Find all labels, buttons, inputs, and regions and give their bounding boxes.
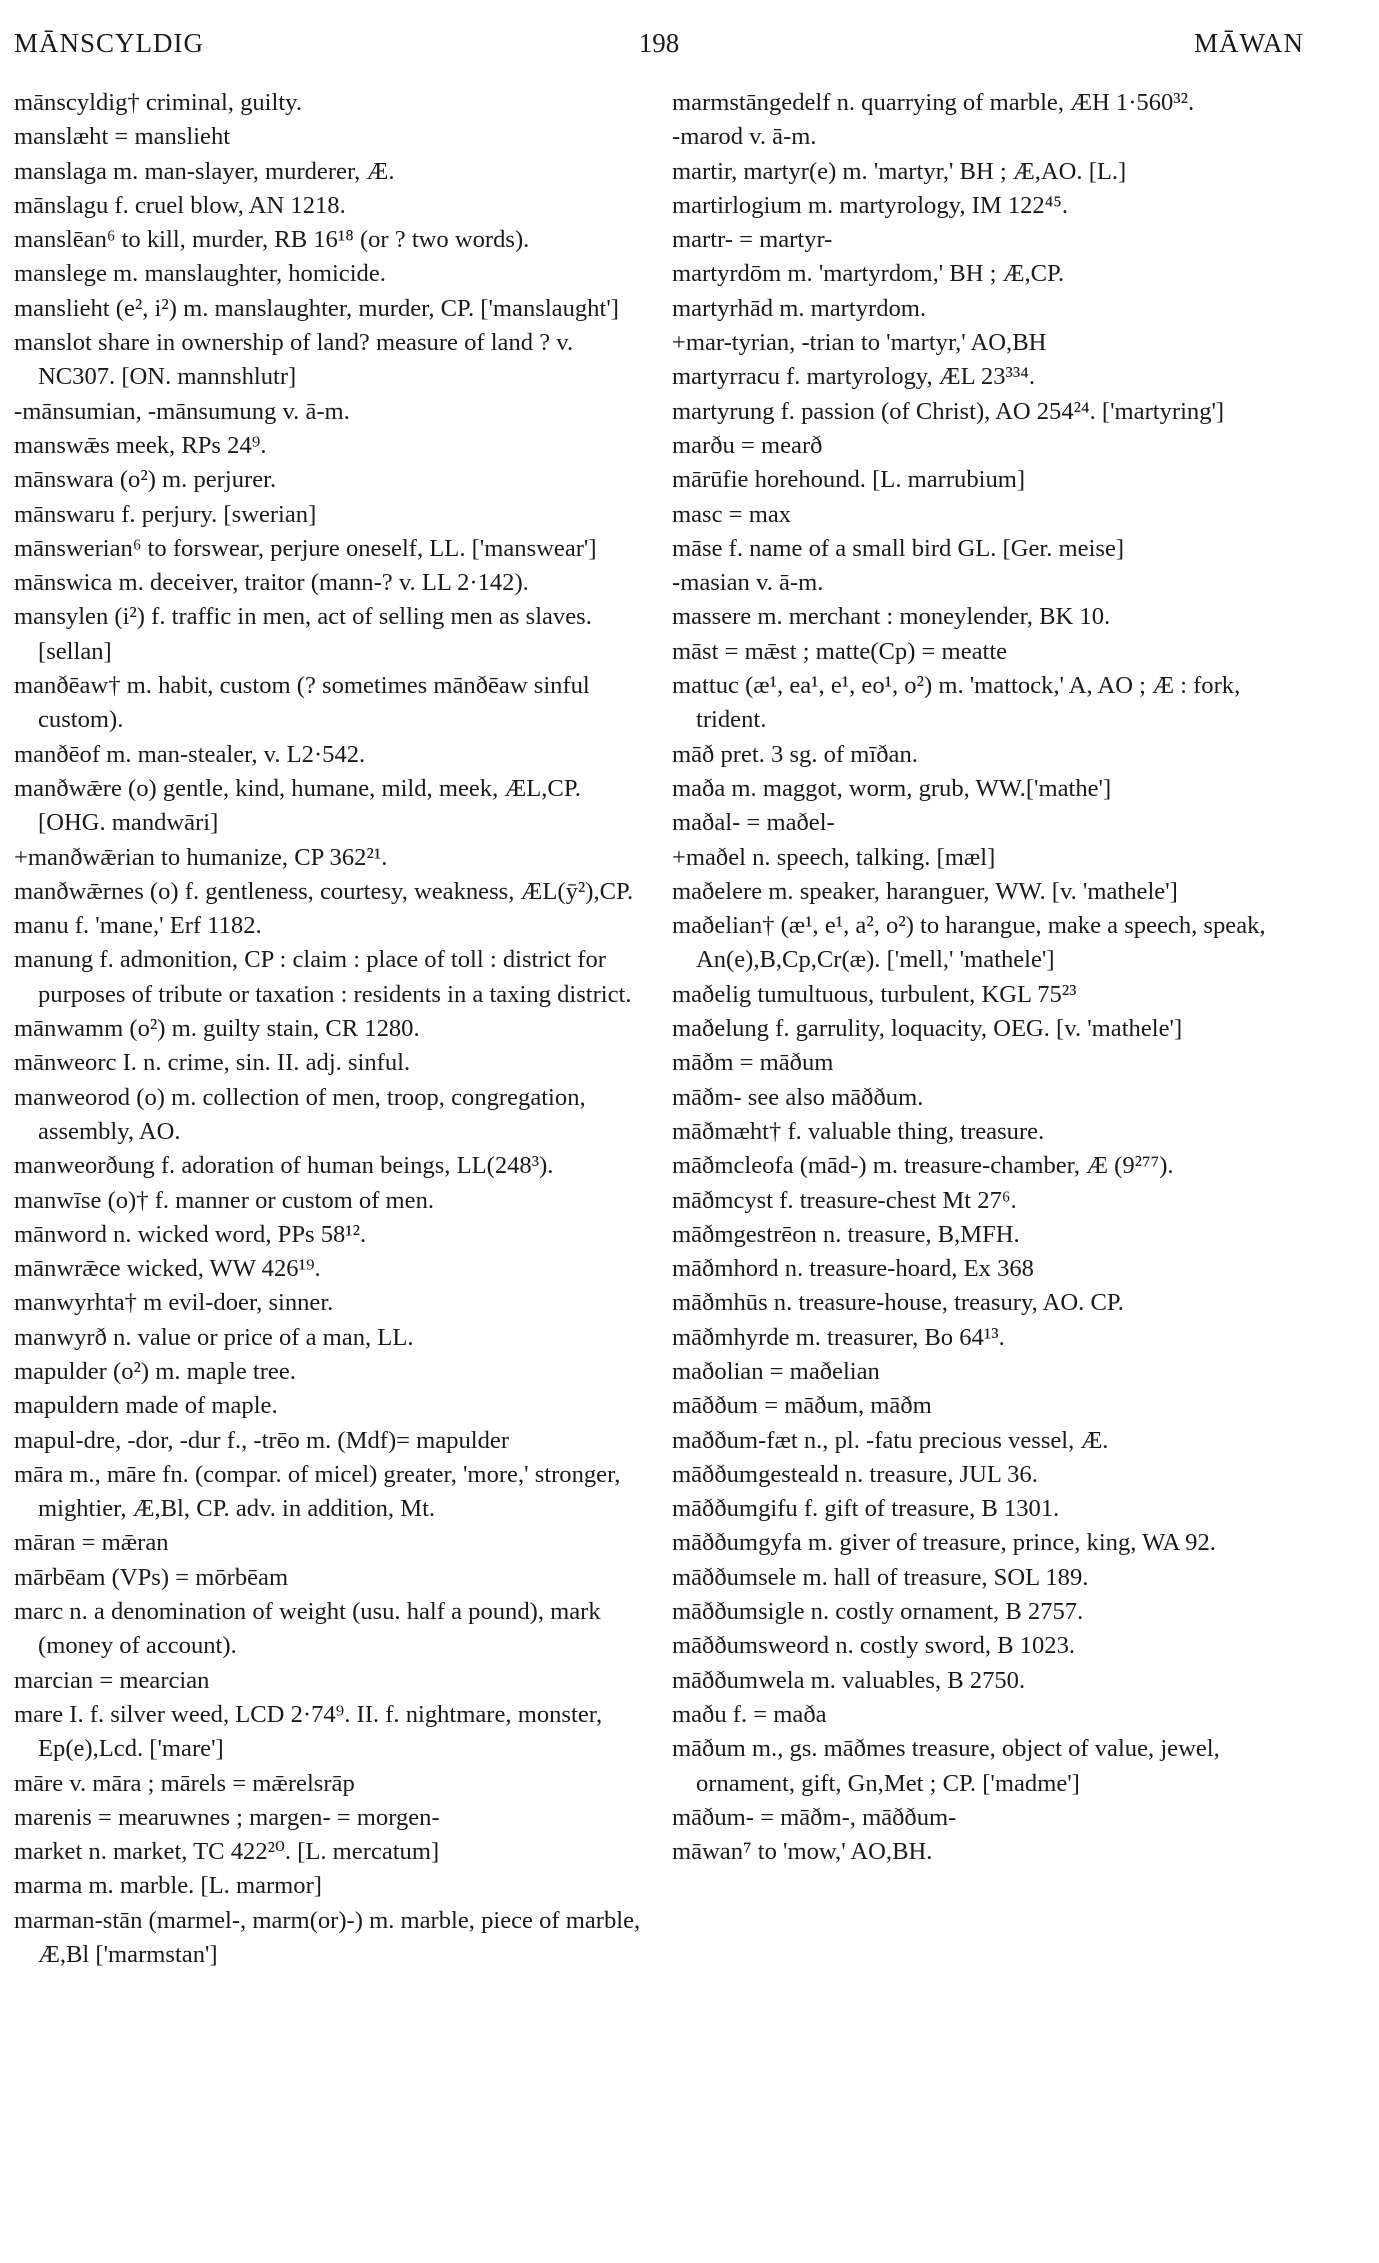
dictionary-entry: mānslagu f. cruel blow, AN 1218. [14,191,346,219]
dictionary-entry: marman-stān (marmel-, marm(or)-) m. marble, piece of marble, Æ,Bl ['marmstan'] [14,1906,641,1969]
right-guide-word: MĀWAN [1194,28,1304,58]
dictionary-entry: māðmhūs n. treasure-house, treasury, AO. CP. [672,1289,1124,1317]
dictionary-entry: manðwǣrnes (o) f. gentleness, courtesy, weakness, ÆL(ȳ²),CP. [14,877,634,905]
dictionary-entry: mānscyldig† criminal, guilty. [14,89,303,116]
dictionary-entry: mārbēam (VPs) = mōrbēam [14,1563,289,1591]
dictionary-entry: +maðel n. speech, talking. [mæl] [672,843,996,871]
dictionary-entry: masc = max [672,500,792,528]
dictionary-entry: mare I. f. silver weed, LCD 2·74⁹. II. f. nightmare, monster, Ep(e),Lcd. ['mare'] [14,1700,603,1763]
dictionary-entry: māwan⁷ to 'mow,' AO,BH. [672,1838,933,1866]
dictionary-entry: marma m. marble. [L. marmor] [14,1872,322,1900]
dictionary-entry: maðal- = maðel- [672,809,835,837]
dictionary-entry: māðum- = māðm-, māððum- [672,1803,957,1831]
dictionary-entry: manslēan⁶ to kill, murder, RB 16¹⁸ (or ? two words). [14,226,530,254]
dictionary-entry: māðum m., gs. māðmes treasure, object of value, jewel, ornament, gift, Gn,Met ; CP. ['madme'] [672,1735,1220,1797]
dictionary-entry: manweorðung f. adoration of human beings, LL(248³). [14,1152,554,1180]
dictionary-entry: manung f. admonition, CP : claim : place of toll : district for purposes of tribute or taxation : residents in a taxing district. [14,946,632,1008]
dictionary-entry: -marod v. ā-m. [672,123,817,151]
dictionary-entry: māððumwela m. valuables, B 2750. [672,1666,1026,1694]
dictionary-entry: -masian v. ā-m. [672,569,824,597]
dictionary-entry: māðmcleofa (mād-) m. treasure-chamber, Æ (9²⁷⁷). [672,1152,1174,1180]
dictionary-entry: mānword n. wicked word, PPs 58¹². [14,1220,367,1248]
left-guide-word: MĀNSCYLDIG [14,28,205,58]
dictionary-entry: mattuc (æ¹, ea¹, e¹, eo¹, o²) m. 'mattock,' A, AO ; Æ : fork, trident. [672,672,1241,734]
dictionary-entry: maðolian = maðelian [672,1357,880,1385]
dictionary-entry: manðēaw† m. habit, custom (? sometimes mānðēaw sinful custom). [14,672,590,734]
dictionary-entry: martyrracu f. martyrology, ÆL 23³³⁴. [672,363,1035,391]
dictionary-entry: maðelung f. garrulity, loquacity, OEG. [v. 'mathele'] [672,1015,1183,1043]
dictionary-entry: massere m. merchant : moneylender, BK 10. [672,603,1111,631]
dictionary-entry: māran = mǣran [14,1529,169,1557]
dictionary-entry: manu f. 'mane,' Erf 1182. [14,912,262,940]
dictionary-entry: manslæht = manslieht [14,123,231,151]
dictionary-entry: mapul-dre, -dor, -dur f., -trēo m. (Mdf)= mapulder [14,1426,510,1454]
page-header [14,28,1304,68]
dictionary-entry: manðēof m. man-stealer, v. L2·542. [14,740,366,768]
dictionary-entry: māððumgyfa m. giver of treasure, prince, king, WA 92. [672,1529,1216,1557]
dictionary-entry: māse f. name of a small bird GL. [Ger. meise] [672,534,1125,562]
page-number: 198 [638,28,680,58]
dictionary-entry: māð pret. 3 sg. of mīðan. [672,740,918,768]
dictionary-entry: mānswerian⁶ to forswear, perjure oneself, LL. ['manswear'] [14,534,597,562]
dictionary-entry: market n. market, TC 422²⁰. [L. mercatum] [14,1838,440,1866]
dictionary-entry: maðu f. = maða [672,1700,827,1728]
dictionary-entry: +manðwǣrian to humanize, CP 362²¹. [14,843,388,871]
dictionary-entry: marc n. a denomination of weight (usu. half a pound), mark (money of account). [14,1598,601,1660]
dictionary-entry: martyrhād m. martyrdom. [672,294,927,322]
dictionary-entry: martirlogium m. martyrology, IM 122⁴⁵. [672,191,1069,219]
dictionary-entry: māre v. māra ; mārels = mǣrelsrāp [14,1769,355,1797]
dictionary-entry: māððum = māðum, māðm [672,1392,932,1420]
dictionary-entry: māst = mǣst ; matte(Cp) = meatte [672,637,1008,665]
dictionary-entry: maðelian† (æ¹, e¹, a², o²) to harangue, make a speech, speak, An(e),B,Cp,Cr(æ). ['mell,' 'mathele'] [672,912,1266,974]
dictionary-entry: māððumsweord n. costly sword, B 1023. [672,1632,1076,1660]
dictionary-entry: māððumsele m. hall of treasure, SOL 189. [672,1563,1089,1591]
dictionary-entry: māððumsigle n. costly ornament, B 2757. [672,1598,1084,1626]
dictionary-entry: maða m. maggot, worm, grub, WW.['mathe'] [672,774,1112,802]
dictionary-entry: mānswara (o²) m. perjurer. [14,466,277,494]
dictionary-entry: marmstāngedelf n. quarrying of marble, ÆH 1·560³². [672,89,1195,116]
dictionary-entry: manslaga m. man-slayer, murderer, Æ. [14,157,395,185]
dictionary-entry: martyrdōm m. 'martyrdom,' BH ; Æ,CP. [672,260,1065,288]
dictionary-entry: marenis = mearuwnes ; margen- = morgen- [14,1803,440,1831]
dictionary-entry: manslot share in ownership of land? measure of land ? v. NC307. [ON. mannshlutr] [14,329,574,391]
dictionary-entry: -mānsumian, -mānsumung v. ā-m. [14,397,350,425]
dictionary-entry: maðelere m. speaker, haranguer, WW. [v. 'mathele'] [672,877,1178,905]
dictionary-entry: martir, martyr(e) m. 'martyr,' BH ; Æ,AO. [L.] [672,157,1127,185]
dictionary-entry: maððum-fæt n., pl. -fatu precious vessel, Æ. [672,1426,1109,1454]
dictionary-entry: marðu = mearð [672,431,823,459]
dictionary-entry: mansylen (i²) f. traffic in men, act of selling men as slaves. [sellan] [14,603,592,665]
dictionary-entry: māra m., māre fn. (compar. of micel) greater, 'more,' stronger, mightier, Æ,Bl, CP. adv. in addition, Mt. [14,1460,621,1523]
right-column [672,86,1304,1869]
dictionary-entry: māððumgesteald n. treasure, JUL 36. [672,1460,1038,1488]
dictionary-entry: mānwamm (o²) m. guilty stain, CR 1280. [14,1015,420,1043]
dictionary-entry: māððumgifu f. gift of treasure, B 1301. [672,1495,1060,1523]
dictionary-entry: mapuldern made of maple. [14,1392,278,1420]
dictionary-entry: martyrung f. passion (of Christ), AO 254²⁴. ['martyring'] [672,397,1225,425]
dictionary-entry: martr- = martyr- [672,226,833,254]
dictionary-entry: māðmhyrde m. treasurer, Bo 64¹³. [672,1323,1005,1351]
dictionary-entry: mārūfie horehound. [L. marrubium] [672,466,1026,494]
dictionary-entry: māðmgestrēon n. treasure, B,MFH. [672,1220,1020,1248]
dictionary-entry: māðmæht† f. valuable thing, treasure. [672,1117,1045,1145]
dictionary-entry: manwyrð n. value or price of a man, LL. [14,1323,414,1351]
dictionary-entry: māðm = māðum [672,1049,834,1077]
dictionary-entry: manweorod (o) m. collection of men, troop, congregation, assembly, AO. [14,1083,586,1145]
dictionary-entry: manwīse (o)† f. manner or custom of men. [14,1186,435,1214]
dictionary-entry: māðmhord n. treasure-hoard, Ex 368 [672,1255,1034,1283]
dictionary-entry: mapulder (o²) m. maple tree. [14,1357,296,1385]
dictionary-entry: manðwǣre (o) gentle, kind, humane, mild, meek, ÆL,CP. [OHG. mandwāri] [14,774,581,837]
dictionary-entry: maðelig tumultuous, turbulent, KGL 75²³ [672,980,1077,1008]
dictionary-entry: manslieht (e², i²) m. manslaughter, murder, CP. ['manslaught'] [14,294,619,322]
dictionary-entry: manswǣs meek, RPs 24⁹. [14,431,267,459]
dictionary-entry: mānswaru f. perjury. [swerian] [14,500,317,528]
dictionary-entry: māðm- see also māððum. [672,1083,924,1111]
dictionary-entry: māðmcyst f. treasure-chest Mt 27⁶. [672,1186,1017,1214]
dictionary-entry: mānweorc I. n. crime, sin. II. adj. sinful. [14,1049,411,1077]
dictionary-entry: +mar-tyrian, -trian to 'martyr,' AO,BH [672,329,1047,357]
dictionary-entry: marcian = mearcian [14,1666,210,1694]
dictionary-entry: mānwrǣce wicked, WW 426¹⁹. [14,1255,321,1283]
dictionary-entry: mānswica m. deceiver, traitor (mann-? v. LL 2·142). [14,569,529,597]
dictionary-entry: manwyrhta† m evil-doer, sinner. [14,1289,334,1317]
left-column [14,86,654,1972]
dictionary-entry: manslege m. manslaughter, homicide. [14,260,386,288]
